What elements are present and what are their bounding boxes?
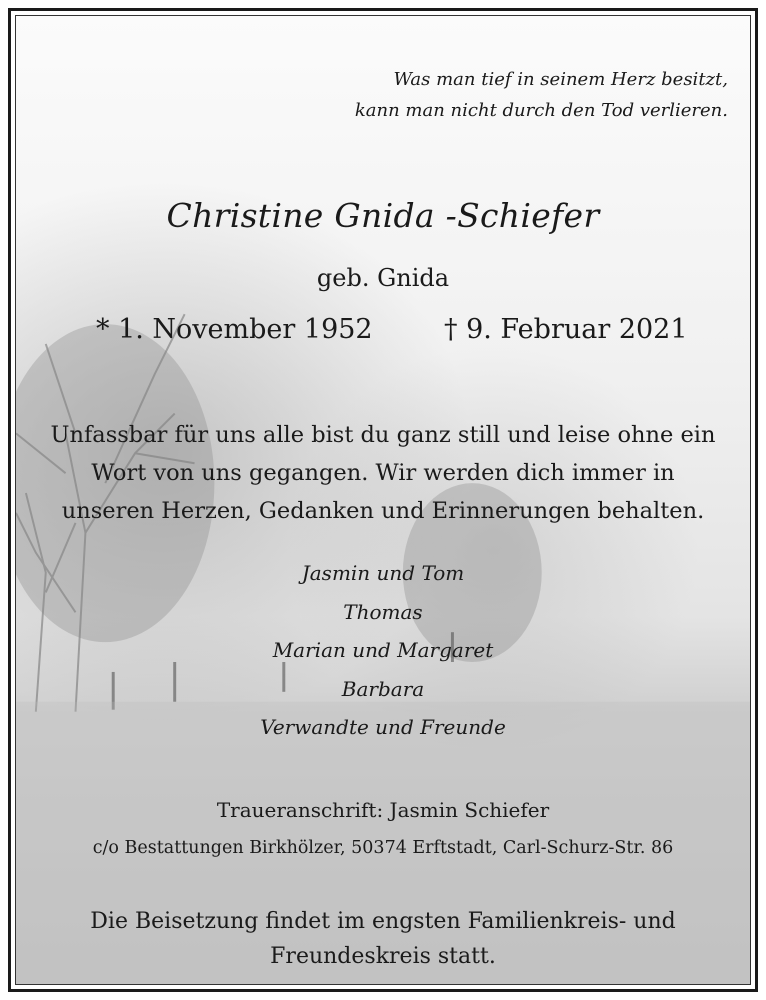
mourner-item: Barbara <box>341 676 425 701</box>
mourning-address-label: Traueranschrift: Jasmin Schiefer <box>216 798 550 822</box>
burial-line-2: Freundeskreis statt. <box>270 944 496 969</box>
deceased-name: Christine Gnida -Schiefer <box>166 196 600 235</box>
birth-date: * 1. November 1952 <box>96 314 373 345</box>
burial-notice <box>16 904 750 974</box>
mourner-item: Verwandte und Freunde <box>260 715 506 739</box>
foggy-landscape-background <box>15 15 751 985</box>
death-date: † 9. Februar 2021 <box>444 314 688 345</box>
birth-name: geb. Gnida <box>316 264 450 292</box>
mourner-item: Thomas <box>343 599 423 624</box>
message-line-3: unseren Herzen, Gedanken und Erinnerungen behalten. <box>61 498 705 524</box>
notice-frame <box>8 8 758 992</box>
mourner-item: Marian und Margaret <box>272 638 494 662</box>
motto-quote <box>355 64 728 126</box>
motto-line-2: kann man nicht durch den Tod verlieren. <box>354 100 728 121</box>
motto-line-1: Was man tief in seinem Herz besitzt, <box>393 69 728 90</box>
message-line-2: Wort von uns gegangen. Wir werden dich immer in <box>91 460 675 486</box>
mourners-list <box>16 554 750 747</box>
message-line-1: Unfassbar für uns alle bist du ganz still und leise ohne ein <box>50 422 716 448</box>
mourning-address-detail: c/o Bestattungen Birkhölzer, 50374 Erftstadt, Carl-Schurz-Str. 86 <box>92 838 674 858</box>
mourner-item: Jasmin und Tom <box>301 561 465 585</box>
burial-line-1: Die Beisetzung findet im engsten Familienkreis- und <box>90 909 676 934</box>
condolence-message <box>16 416 750 530</box>
